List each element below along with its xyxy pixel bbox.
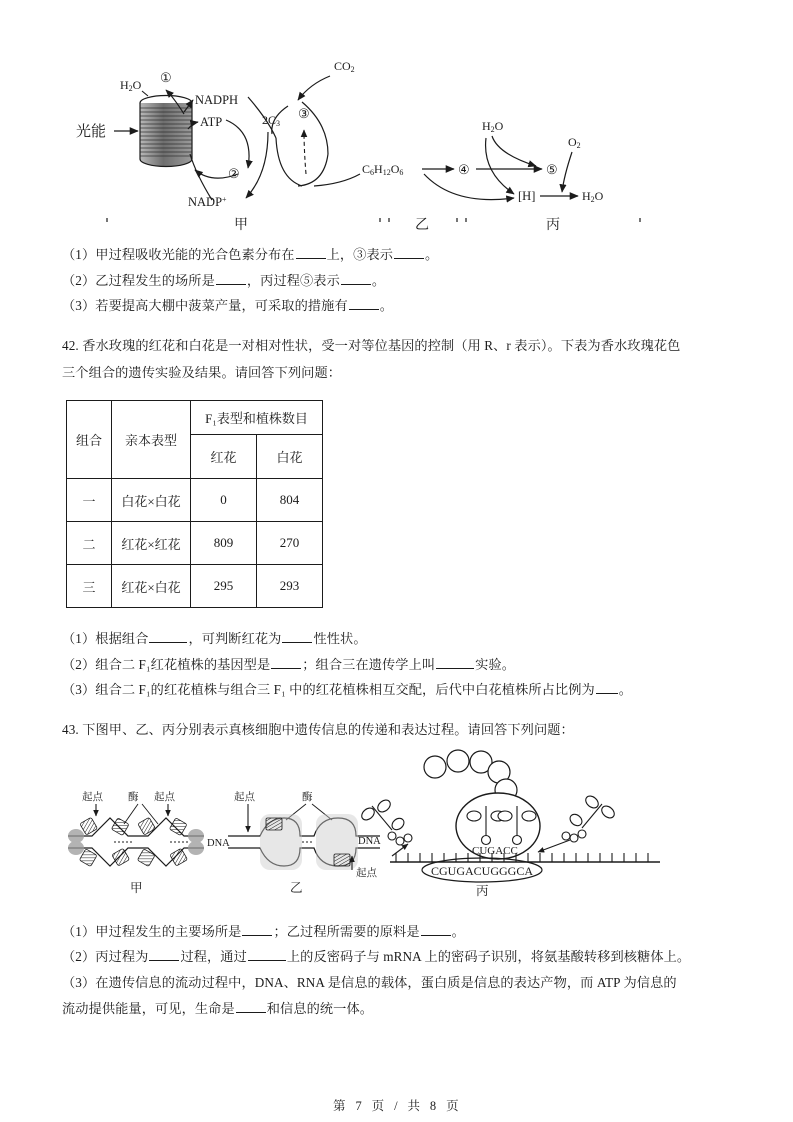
q41-item-3	[62, 293, 734, 319]
table-row	[67, 565, 323, 608]
panel-bing-caption: 丙	[476, 883, 489, 898]
q41-item-3-prefix: （3）	[62, 298, 96, 314]
table-cell-red-count: 809	[191, 522, 257, 565]
table-cell-red-count: 0	[191, 479, 257, 522]
q41-item-2	[62, 268, 734, 294]
q43-item-2-prefix: （2）	[62, 949, 96, 965]
panel-yi-label-origin-left: 起点	[234, 790, 255, 803]
q42-items	[62, 626, 734, 703]
figure1-label-circled-4: ④	[458, 162, 470, 177]
q41-item-2-text-b: ，丙过程⑤表示	[246, 272, 340, 288]
table-cell-white-count: 293	[257, 565, 323, 608]
table-cell-parents: 白花×白花	[112, 479, 191, 522]
figure1-label-circled-5: ⑤	[546, 162, 558, 177]
q42-item-1-text-b: ，可判断红花为	[188, 631, 282, 647]
q43-item-2-blank-1[interactable]	[149, 948, 179, 962]
q43-item-1-text-b: ；乙过程所需要的原料是	[273, 923, 420, 939]
panel-yi-transcription	[228, 790, 381, 895]
panel-jia-label-dna: DNA	[207, 837, 230, 849]
q42-item-3-prefix: （3）	[62, 682, 96, 698]
q42-item-1-blank-2[interactable]	[282, 629, 312, 643]
figure1-label-h2o-end: H2O	[582, 189, 604, 204]
q42-item-2	[62, 652, 734, 678]
q43-item-3-prefix: （3）	[62, 975, 96, 991]
figure1-group-label-yi: 乙	[415, 216, 429, 232]
genetics-results-table	[66, 400, 323, 608]
figure-genetic-information-flow	[62, 748, 734, 913]
q43-number: 43.	[62, 722, 79, 738]
q42-stem-line-2: 三个组合的遗传实验及结果。请回答下列问题：	[62, 364, 342, 380]
figure1-label-nadp-plus: NADP+	[188, 195, 227, 209]
figure1-label-glucose: C6H12O6	[362, 162, 404, 177]
table-cell-combination: 一	[67, 479, 112, 522]
table-header-red-flower: 红花	[191, 435, 257, 479]
table-cell-parents: 红花×白花	[112, 565, 191, 608]
panel-jia-label-origin-right: 起点	[154, 790, 175, 803]
table-cell-combination: 三	[67, 565, 112, 608]
table-cell-white-count: 804	[257, 479, 323, 522]
q43-item-3	[62, 970, 734, 996]
q43-item-2	[62, 944, 734, 970]
table-header-white-flower: 白花	[257, 435, 323, 479]
q43-item-3-text-a: 在遗传信息的流动过程中，DNA、RNA 是信息的载体，蛋白质是信息的表达产物，而 ATP 为信息的	[95, 975, 677, 991]
page-content	[62, 34, 734, 1022]
q41-item-1-text-b: 上，③表示	[326, 247, 394, 262]
figure1-label-co2: CO2	[334, 59, 355, 74]
panel-bing-anticodon: CUGACC	[472, 844, 518, 857]
footer-page-unit: 页	[371, 1099, 386, 1113]
q42-item-1-text-a: 根据组合	[95, 631, 149, 647]
q42-item-2-blank-2[interactable]	[436, 655, 474, 669]
q42-item-2-text-a: 组合二 F₁红花植株的基因型是	[95, 656, 271, 672]
table-header-row-1	[67, 401, 323, 435]
panel-yi-label-dna: DNA	[358, 835, 381, 847]
table-header-parent-phenotype: 亲本表型	[112, 401, 191, 479]
q43-stem	[62, 717, 734, 743]
granum-cylinder	[140, 96, 192, 167]
q41-item-3-text-a: 若要提高大棚中菠菜产量，可采取的措施有	[95, 298, 348, 314]
figure1-label-h-bracket: [H]	[518, 189, 536, 203]
q43-item-1	[62, 919, 734, 945]
q41-items	[62, 242, 734, 319]
q43-item-3-cont-text-b: 和信息的统一体。	[266, 1000, 374, 1016]
figure1-group-label-bing: 丙	[546, 216, 560, 232]
panel-jia-label-origin-left: 起点	[82, 790, 103, 803]
q41-item-1-blank-1[interactable]	[296, 245, 326, 259]
q42-stem	[62, 333, 734, 359]
q42-item-3	[62, 677, 734, 703]
panel-yi-caption: 乙	[290, 880, 303, 895]
figure1-label-nadph: NADPH	[195, 93, 239, 107]
table-cell-white-count: 270	[257, 522, 323, 565]
q42-item-1-prefix: （1）	[62, 631, 96, 647]
figure1-label-circled-2: ②	[228, 166, 240, 181]
footer-total-prefix: 共	[407, 1099, 422, 1113]
panel-bing-translation	[359, 750, 660, 898]
figure1-label-o2: O2	[568, 135, 581, 150]
q42-stem-line-1: 香水玫瑰的红花和白花是一对相对性状，受一对等位基因的控制（用 R、r 表示）。下表为香水玫瑰花色	[82, 338, 681, 354]
table-cell-combination: 二	[67, 522, 112, 565]
footer-prefix: 第	[333, 1099, 347, 1113]
q43-item-1-blank-1[interactable]	[242, 922, 272, 936]
footer-current-page: 7	[355, 1099, 364, 1113]
q41-item-1-text-a: 甲过程吸收光能的光合色素分布在	[95, 247, 295, 262]
q41-item-1-text-c: 。	[425, 247, 439, 262]
figure1-label-2c3: 2C3	[262, 113, 281, 128]
q41-item-1-blank-2[interactable]	[394, 245, 424, 259]
q42-item-1-blank-1[interactable]	[149, 629, 187, 643]
q43-item-1-text-a: 甲过程发生的主要场所是	[95, 923, 242, 939]
table-header-combination: 组合	[67, 401, 112, 479]
table-row	[67, 522, 323, 565]
q43-items	[62, 919, 734, 1022]
q41-item-2-blank-1[interactable]	[216, 271, 246, 285]
q41-item-3-blank-1[interactable]	[349, 297, 379, 311]
table-header-f1-group: F₁表型和植株数目	[191, 401, 323, 435]
q41-item-1-prefix: （1）	[62, 247, 96, 262]
q42-stem-line-2-row	[62, 360, 734, 386]
q43-item-1-blank-2[interactable]	[421, 922, 451, 936]
q41-item-2-text-a: 乙过程发生的场所是	[95, 272, 215, 288]
q43-item-2-blank-2[interactable]	[248, 948, 286, 962]
q41-item-1	[62, 242, 734, 268]
panel-jia-caption: 甲	[130, 880, 143, 895]
q42-item-1-text-c: 性性状。	[313, 631, 367, 647]
q43-item-2-text-a: 丙过程为	[95, 949, 149, 965]
figure1-group-label-jia: 甲	[234, 216, 248, 232]
figure1-label-atp: ATP	[200, 115, 223, 129]
table-cell-red-count: 295	[191, 565, 257, 608]
footer-separator: /	[394, 1099, 399, 1113]
q41-item-2-blank-2[interactable]	[341, 271, 371, 285]
q43-item-3-cont-text-a: 流动提供能量，可见，生命是	[62, 1000, 235, 1016]
q43-item-2-text-c: 上的反密码子与 mRNA 上的密码子识别，将氨基酸转移到核糖体上。	[286, 949, 691, 965]
q42-number: 42.	[62, 338, 79, 354]
q42-item-3-text-a: 组合二 F₁的红花植株与组合三 F₁ 中的红花植株相互交配，后代中白花植株所占比例为	[95, 682, 595, 698]
q42-item-2-prefix: （2）	[62, 656, 96, 672]
q42-item-3-blank-1[interactable]	[596, 681, 618, 695]
q42-item-3-text-b: 。	[618, 682, 633, 698]
q42-item-2-text-b: ；组合三在遗传学上叫	[302, 656, 436, 672]
q42-item-1	[62, 626, 734, 652]
q43-item-1-prefix: （1）	[62, 923, 96, 939]
q43-item-2-text-b: 过程，通过	[180, 949, 247, 965]
trna-free-right	[562, 793, 617, 841]
panel-jia-dna-replication	[68, 790, 230, 895]
panel-yi-label-enzyme: 酶	[302, 790, 313, 803]
footer-total-unit: 页	[446, 1099, 460, 1113]
panel-yi-label-origin-right: 起点	[356, 866, 377, 879]
table-row	[67, 479, 323, 522]
q41-item-2-text-c: 。	[371, 272, 386, 288]
figure1-label-circled-3: ③	[298, 106, 310, 121]
figure1-label-light-energy: 光能	[76, 123, 107, 140]
q41-item-2-prefix: （2）	[62, 272, 96, 288]
q43-block	[62, 717, 734, 1021]
q41-item-3-text-b: 。	[379, 298, 394, 314]
q43-item-3-blank-1[interactable]	[236, 999, 266, 1013]
figure1-label-circled-1: ①	[160, 70, 172, 85]
q42-item-2-blank-1[interactable]	[271, 655, 301, 669]
q42-block	[62, 333, 734, 703]
footer-total-pages: 8	[429, 1099, 438, 1113]
q43-item-3-continued	[62, 996, 734, 1022]
table-cell-parents: 红花×红花	[112, 522, 191, 565]
figure1-label-h2o-right: H2O	[482, 119, 504, 134]
panel-jia-label-enzyme: 酶	[128, 790, 139, 803]
q43-stem-text: 下图甲、乙、丙分别表示真核细胞中遗传信息的传递和表达过程。请回答下列问题：	[82, 722, 574, 738]
panel-bing-mrna-sequence: CGUGACUGGGCA	[431, 863, 534, 878]
figure-photosynthesis-respiration	[62, 34, 734, 232]
page-footer	[0, 1096, 793, 1114]
q42-item-2-text-c: 实验。	[475, 656, 516, 672]
q43-item-1-text-c: 。	[451, 923, 465, 939]
figure1-label-h2o-left: H2O	[120, 78, 142, 93]
